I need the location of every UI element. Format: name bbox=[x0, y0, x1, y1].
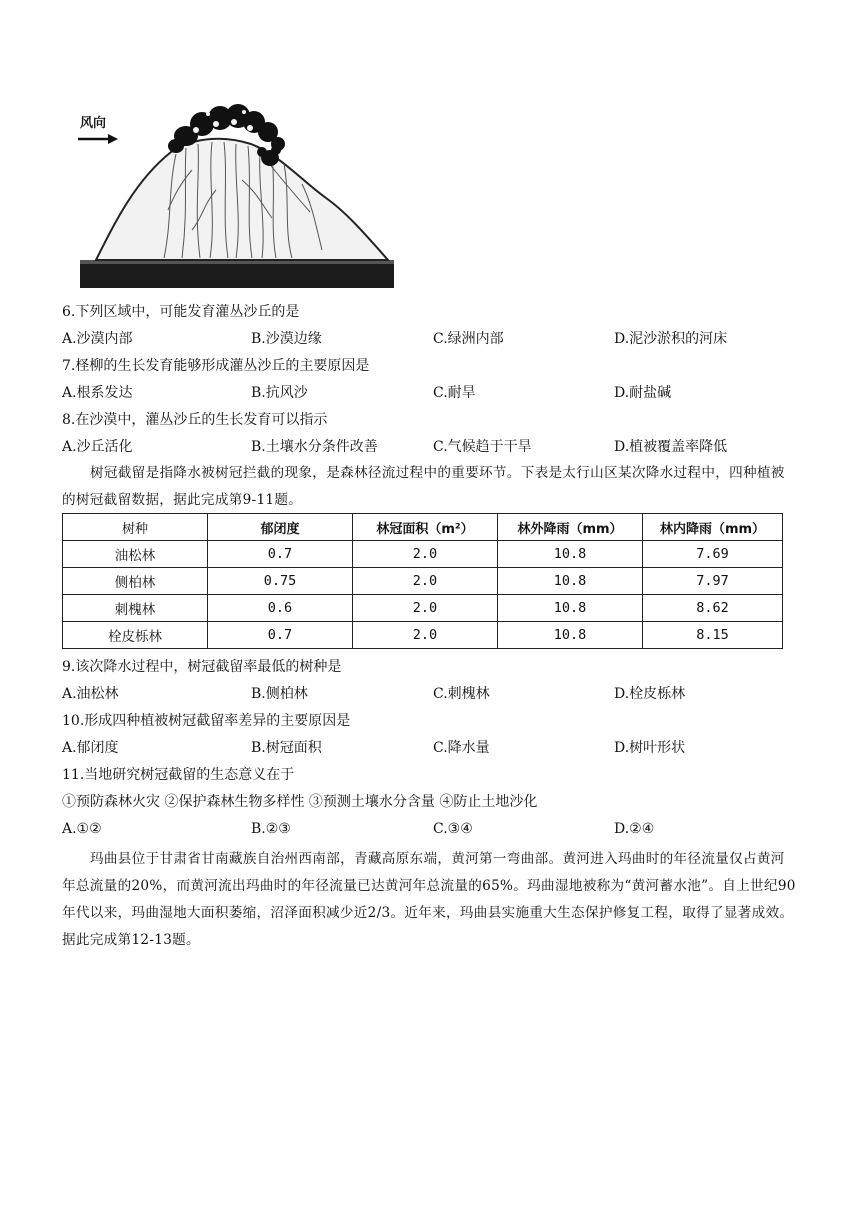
passage-2-text: 玛曲县位于甘肃省甘南藏族自治州西南部，青藏高原东端，黄河第一弯曲部。黄河进入玛曲时的年径流量仅占黄河年总流量的20%，而黄河流出玛曲时的年径流量已达黄河年总流量的65%。玛曲湿地被称为“黄河蓄水池”。自上世纪90年代以来，玛曲湿地大面积萎缩，沼泽面积减少近2/3。近年来，玛曲县实施重大生态保护修复工程，取得了显著成效。据此完成第12-13题。 bbox=[62, 851, 796, 948]
q7-option-b: B.抗风沙 bbox=[251, 385, 308, 401]
col-header-outside-rainfall: 林外降雨（mm） bbox=[498, 514, 643, 541]
table-cell: 2.0 bbox=[353, 595, 498, 622]
q6-option-a: A.沙漠内部 bbox=[62, 331, 133, 347]
q6-option-b: B.沙漠边缘 bbox=[251, 331, 322, 347]
q6-option-c: C.绿洲内部 bbox=[433, 331, 504, 347]
q10-option-b: B.树冠面积 bbox=[251, 740, 322, 756]
q11-option-b: B.②③ bbox=[251, 821, 291, 837]
table-row bbox=[63, 595, 783, 622]
q10-option-c: C.降水量 bbox=[433, 740, 490, 756]
table-cell: 栓皮栎林 bbox=[63, 622, 208, 649]
passage-canopy-interception bbox=[62, 460, 797, 514]
passage-1-text: 树冠截留是指降水被树冠拦截的现象，是森林径流过程中的重要环节。下表是太行山区某次降水过程中，四种植被的树冠截留数据，据此完成第9-11题。 bbox=[62, 465, 785, 508]
question-11-stem: 11.当地研究树冠截留的生态意义在于 bbox=[62, 767, 295, 783]
table-cell: 油松林 bbox=[63, 541, 208, 568]
q8-option-d: D.植被覆盖率降低 bbox=[614, 439, 728, 455]
passage-maqu-wetland bbox=[62, 846, 797, 954]
table-row bbox=[63, 541, 783, 568]
col-header-inside-rainfall: 林内降雨（mm） bbox=[643, 514, 783, 541]
q9-option-c: C.刺槐林 bbox=[433, 686, 490, 702]
col-header-canopy-area: 林冠面积（m²） bbox=[353, 514, 498, 541]
table-cell: 10.8 bbox=[498, 568, 643, 595]
table-cell: 7.69 bbox=[643, 541, 783, 568]
table-row bbox=[63, 568, 783, 595]
shrub-dune-figure bbox=[76, 100, 396, 292]
table-cell: 8.15 bbox=[643, 622, 783, 649]
table-cell: 0.7 bbox=[208, 622, 353, 649]
col-header-canopy-density: 郁闭度 bbox=[208, 514, 353, 541]
table-header-row bbox=[63, 514, 783, 541]
dune-drawing bbox=[76, 100, 396, 292]
q9-option-d: D.栓皮栎林 bbox=[614, 686, 686, 702]
question-8-stem: 8.在沙漠中，灌丛沙丘的生长发育可以指示 bbox=[62, 412, 328, 428]
table-cell: 2.0 bbox=[353, 622, 498, 649]
q9-option-b: B.侧柏林 bbox=[251, 686, 308, 702]
table-cell: 刺槐林 bbox=[63, 595, 208, 622]
table-cell: 10.8 bbox=[498, 622, 643, 649]
q10-option-d: D.树叶形状 bbox=[614, 740, 686, 756]
q7-option-d: D.耐盐碱 bbox=[614, 385, 672, 401]
q8-option-a: A.沙丘活化 bbox=[62, 439, 133, 455]
canopy-interception-table bbox=[62, 513, 783, 649]
q7-option-a: A.根系发达 bbox=[62, 385, 133, 401]
table-cell: 10.8 bbox=[498, 541, 643, 568]
col-header-species: 树种 bbox=[63, 514, 208, 541]
q10-option-a: A.郁闭度 bbox=[62, 740, 119, 756]
q9-option-a: A.油松林 bbox=[62, 686, 119, 702]
q11-option-a: A.①② bbox=[62, 821, 102, 837]
question-11-statements: ①预防森林火灾 ②保护森林生物多样性 ③预测土壤水分含量 ④防止土地沙化 bbox=[62, 794, 538, 810]
table-cell: 8.62 bbox=[643, 595, 783, 622]
q11-option-d: D.②④ bbox=[614, 821, 655, 837]
table-cell: 2.0 bbox=[353, 568, 498, 595]
table-cell: 2.0 bbox=[353, 541, 498, 568]
table-cell: 0.7 bbox=[208, 541, 353, 568]
question-10-stem: 10.形成四种植被树冠截留率差异的主要原因是 bbox=[62, 713, 351, 729]
question-6-stem: 6.下列区域中，可能发育灌丛沙丘的是 bbox=[62, 304, 300, 320]
table-cell: 侧柏林 bbox=[63, 568, 208, 595]
q8-option-b: B.土壤水分条件改善 bbox=[251, 439, 378, 455]
table-cell: 10.8 bbox=[498, 595, 643, 622]
table-row bbox=[63, 622, 783, 649]
question-9-stem: 9.该次降水过程中，树冠截留率最低的树种是 bbox=[62, 659, 342, 675]
table-cell: 7.97 bbox=[643, 568, 783, 595]
question-7-stem: 7.柽柳的生长发育能够形成灌丛沙丘的主要原因是 bbox=[62, 358, 370, 374]
wind-direction-label: 风向 bbox=[80, 116, 107, 131]
q7-option-c: C.耐旱 bbox=[433, 385, 476, 401]
q11-option-c: C.③④ bbox=[433, 821, 473, 837]
table-cell: 0.75 bbox=[208, 568, 353, 595]
q8-option-c: C.气候趋于干旱 bbox=[433, 439, 532, 455]
table-cell: 0.6 bbox=[208, 595, 353, 622]
q6-option-d: D.泥沙淤积的河床 bbox=[614, 331, 728, 347]
